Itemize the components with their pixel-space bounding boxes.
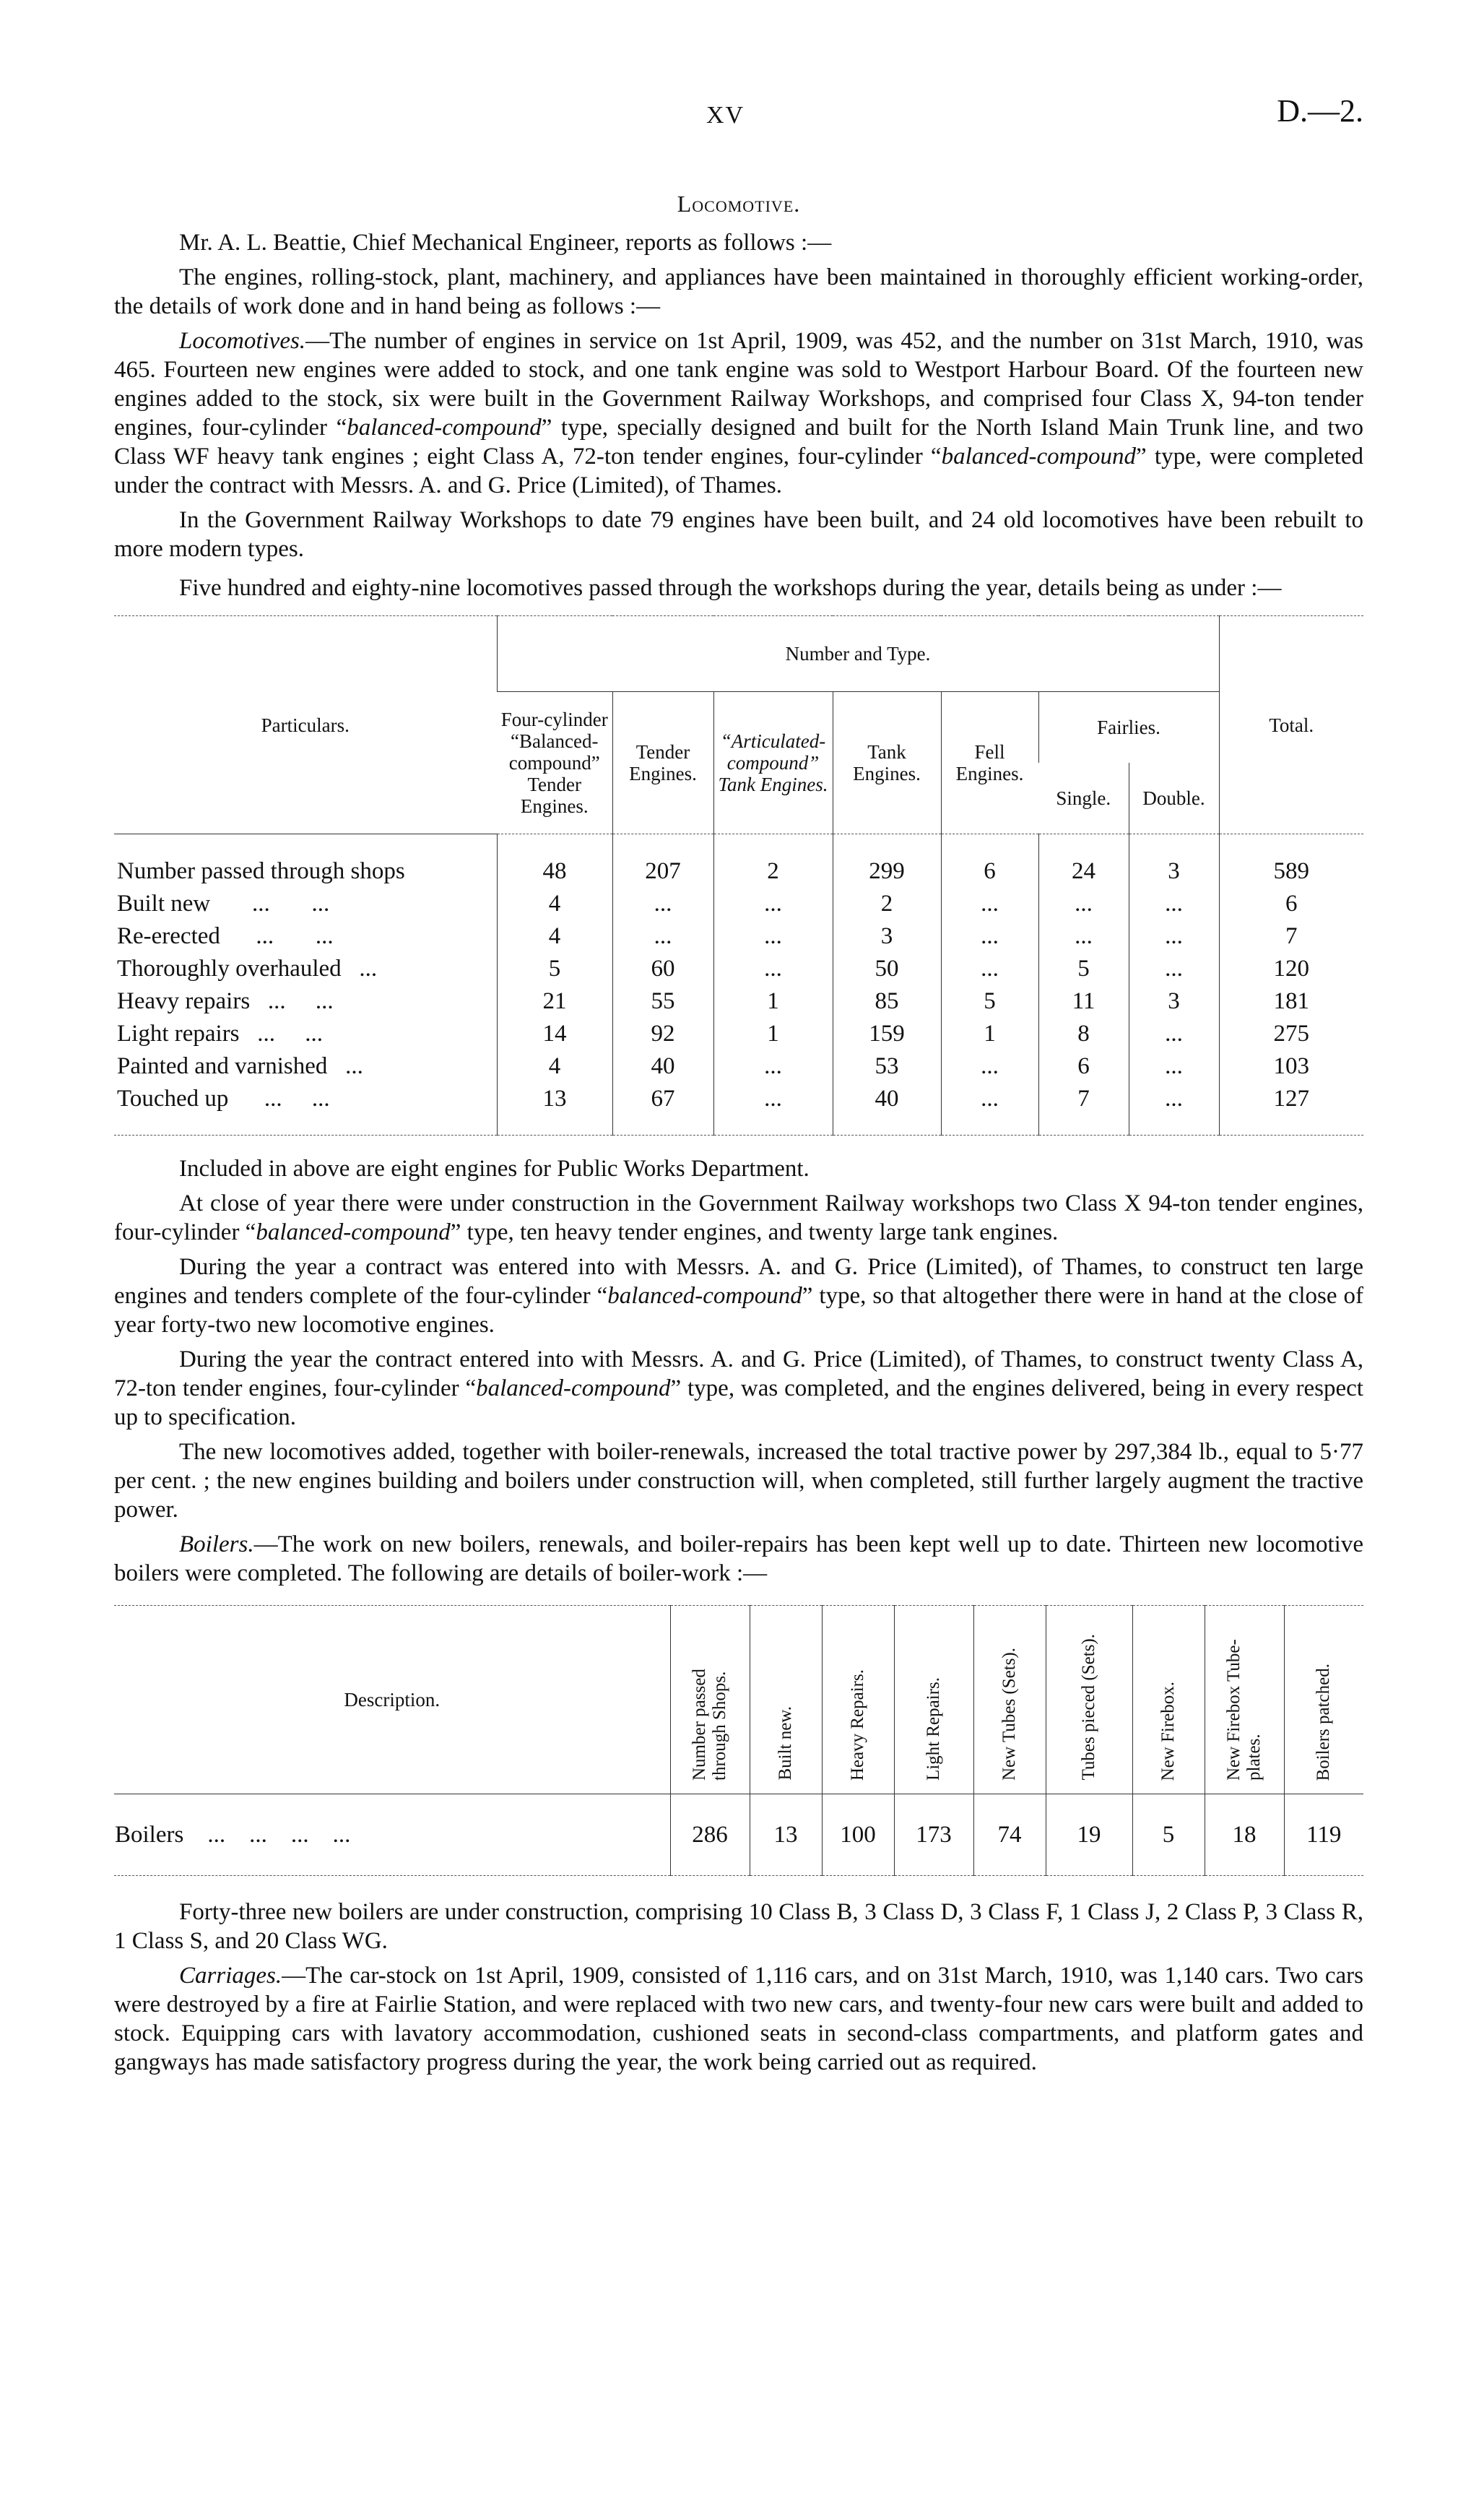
table-cell: 127: [1219, 1082, 1363, 1136]
boiler-value: 19: [1046, 1794, 1132, 1876]
col-fairlies: Fairlies.: [1038, 692, 1219, 764]
table-cell: 55: [612, 985, 713, 1017]
table-cell: ...: [1129, 1082, 1219, 1136]
row-label: Thoroughly overhauled ...: [117, 955, 378, 982]
table-row: [114, 1050, 1363, 1082]
boiler-table: [114, 1605, 1363, 1876]
table-cell: ...: [941, 1050, 1038, 1082]
boiler-row-label: Boilers ... ... ... ...: [114, 1794, 670, 1876]
table-cell: ...: [1129, 1050, 1219, 1082]
boiler-value: 74: [973, 1794, 1046, 1876]
table-cell: ...: [1038, 887, 1129, 920]
boiler-col-header-text: New Firebox.: [1158, 1681, 1178, 1781]
table-cell: ...: [1129, 952, 1219, 985]
table-cell: 7: [1038, 1082, 1129, 1136]
boiler-col-header-text: Heavy Repairs.: [848, 1669, 867, 1781]
table-cell: 299: [833, 834, 941, 888]
carriages-paragraph: Carriages.—The car-stock on 1st April, 1909, consisted of 1,116 cars, and on 31st March, 1910, was 1,140 cars. Two cars were destroyed by a fire at Fairlie Station, and were replaced with two new cars, and twenty-four new cars were built and added to stock. Equipping cars with lavatory accommodation, cushioned seats in second-class compartments, and platform gates and gangways has made satisfactory progress during the year, the work being carried out as required.: [114, 1963, 1363, 2075]
boiler-col-header-text: Light Repairs.: [924, 1677, 943, 1781]
boiler-value: 5: [1132, 1794, 1205, 1876]
table-cell: 11: [1038, 985, 1129, 1017]
table-cell: 67: [612, 1082, 713, 1136]
table-cell: 5: [1038, 952, 1129, 985]
table-cell: 53: [833, 1050, 941, 1082]
table-cell: ...: [612, 920, 713, 952]
table-cell: ...: [941, 1082, 1038, 1136]
table-cell: 24: [1038, 834, 1129, 888]
boiler-value: 119: [1284, 1794, 1363, 1876]
maintenance-paragraph: The engines, rolling-stock, plant, machinery, and appliances have been maintained in thoroughly efficient working-order, the details of work done and in hand being as follows :—: [114, 264, 1363, 319]
table-cell: ...: [713, 1082, 833, 1136]
col-single: Single.: [1038, 763, 1129, 834]
table-cell: 48: [497, 834, 612, 888]
locomotives-paragraph: Locomotives.—The number of engines in service on 1st April, 1909, was 452, and the number on 31st March, 1910, was 465. Fourteen new engines were added to stock, and one tank engine was sold to Westport Harbour Board. Of the fourteen new engines added to the stock, six were built in the Government Railway Workshops, and comprised four Class X, 94-ton tender engines, four-cylinder “balanced-compound” type, specially designed and built for the North Island Main Trunk line, and two Class WF heavy tank engines ; eight Class A, 72-ton tender engines, four-cylinder “balanced-compound” type, were completed under the contract with Messrs. A. and G. Price (Limited), of Thames.: [114, 328, 1363, 498]
table-cell: 5: [941, 985, 1038, 1017]
table-cell: 60: [612, 952, 713, 985]
col-fell: Fell Engines.: [941, 692, 1038, 834]
table-cell: 1: [941, 1017, 1038, 1050]
table-cell: 5: [497, 952, 612, 985]
boiler-col-header: [1046, 1606, 1132, 1794]
row-label: Touched up ... ...: [114, 1082, 497, 1136]
col-four-cylinder: Four-cylinder “Balanced-compound” Tender Engines.: [497, 692, 612, 834]
table-cell: 2: [833, 887, 941, 920]
table-cell: 8: [1038, 1017, 1129, 1050]
boilers-label: Boilers.: [179, 1531, 254, 1557]
col-tender: Tender Engines.: [612, 692, 713, 834]
boiler-col-header: [894, 1606, 973, 1794]
boiler-value: 286: [670, 1794, 750, 1876]
table-cell: ...: [713, 887, 833, 920]
table-cell: 4: [497, 1050, 612, 1082]
boiler-col-header: [750, 1606, 822, 1794]
page-number: XV: [706, 102, 745, 129]
table-cell: 103: [1219, 1050, 1363, 1082]
table-cell: 275: [1219, 1017, 1363, 1050]
boiler-col-header: [670, 1606, 750, 1794]
locomotive-table: [114, 615, 1363, 1136]
boiler-col-description: Description.: [114, 1606, 670, 1794]
boiler-col-header: [1284, 1606, 1363, 1794]
table-cell: 4: [497, 887, 612, 920]
table-row: [114, 887, 1363, 920]
boiler-col-header-text: Number passed through Shops.: [690, 1669, 729, 1781]
under-construction-paragraph: At close of year there were under construction in the Government Railway workshops two Class X 94-ton tender engines, four-cylinder “balanced-compound” type, ten heavy tender engines, and twenty large tank engines.: [114, 1190, 1363, 1245]
table-cell: ...: [713, 1050, 833, 1082]
col-particulars: Particulars.: [114, 616, 497, 834]
table-row: [114, 952, 1363, 985]
table-cell: 14: [497, 1017, 612, 1050]
table-cell: 159: [833, 1017, 941, 1050]
group-number-and-type: Number and Type.: [497, 616, 1219, 692]
boiler-col-header-text: Boilers patched.: [1314, 1663, 1334, 1781]
table-row: [114, 1017, 1363, 1050]
boiler-col-header-text: New Tubes (Sets).: [999, 1647, 1019, 1781]
table-cell: 1: [713, 985, 833, 1017]
table-cell: 6: [1038, 1050, 1129, 1082]
carriages-label: Carriages.: [179, 1963, 282, 1989]
table-cell: 589: [1219, 834, 1363, 888]
contract-paragraph: During the year a contract was entered into with Messrs. A. and G. Price (Limited), of Thames, to construct ten large engines and tenders complete of the four-cylinder “balanced-compound” type, so that altogether there were in hand at the close of year forty-two new locomotive engines.: [114, 1254, 1363, 1338]
table-cell: ...: [612, 887, 713, 920]
document-page: [114, 93, 1363, 2083]
tractive-power-paragraph: The new locomotives added, together with boiler-renewals, increased the total tractive power by 297,384 lb., equal to 5·77 per cent. ; the new engines building and boilers under construction will, when completed, still further largely augment the tractive power.: [114, 1439, 1363, 1523]
col-articulated: “Articulated-compound” Tank Engines.: [713, 692, 833, 834]
table-cell: 3: [1129, 985, 1219, 1017]
boilers-paragraph: Boilers.—The work on new boilers, renewals, and boiler-repairs has been kept well up to date. Thirteen new locomotive boilers were completed. The following are details of boiler-work :—: [114, 1531, 1363, 1586]
boiler-value: 100: [822, 1794, 894, 1876]
table-cell: 92: [612, 1017, 713, 1050]
row-label: Light repairs ... ...: [117, 1020, 324, 1047]
table-cell: 13: [497, 1082, 612, 1136]
boiler-col-header: [1132, 1606, 1205, 1794]
pwd-paragraph: Included in above are eight engines for Public Works Department.: [179, 1156, 810, 1182]
boiler-value: 13: [750, 1794, 822, 1876]
locomotives-label: Locomotives.: [179, 328, 306, 354]
table-cell: 50: [833, 952, 941, 985]
table-cell: 85: [833, 985, 941, 1017]
col-tank: Tank Engines.: [833, 692, 941, 834]
table-cell: 7: [1219, 920, 1363, 952]
row-label: Painted and varnished ...: [117, 1052, 363, 1079]
table-cell: 181: [1219, 985, 1363, 1017]
table-row: [114, 1082, 1363, 1136]
section-title: Locomotive.: [677, 191, 801, 217]
table-cell: 120: [1219, 952, 1363, 985]
boiler-col-header: [822, 1606, 894, 1794]
row-label: Built new ... ...: [117, 890, 330, 917]
table-cell: 40: [612, 1050, 713, 1082]
table-cell: ...: [941, 952, 1038, 985]
table-cell: 207: [612, 834, 713, 888]
row-label: Re-erected ... ...: [117, 922, 334, 949]
boiler-col-header-text: Tubes pieced (Sets).: [1079, 1634, 1098, 1781]
table-cell: 2: [713, 834, 833, 888]
table-cell: 21: [497, 985, 612, 1017]
boiler-col-header: [1205, 1606, 1284, 1794]
table-cell: ...: [1129, 920, 1219, 952]
table-cell: ...: [713, 920, 833, 952]
twenty-engines-paragraph: During the year the contract entered into with Messrs. A. and G. Price (Limited), of Thames, to construct twenty Class A, 72-ton tender engines, four-cylinder “balanced-compound” type, was completed, and the engines delivered, being in every respect up to specification.: [114, 1346, 1363, 1430]
table-cell: ...: [1129, 887, 1219, 920]
intro-paragraph: Mr. A. L. Beattie, Chief Mechanical Engineer, reports as follows :—: [179, 230, 832, 256]
table-cell: ...: [1038, 920, 1129, 952]
table-cell: ...: [941, 887, 1038, 920]
page-header: [114, 93, 1363, 144]
table-row: [114, 834, 1363, 888]
table-cell: 4: [497, 920, 612, 952]
col-total: Total.: [1219, 616, 1363, 834]
table-cell: ...: [713, 952, 833, 985]
row-label: Number passed through shops: [117, 857, 405, 884]
boilers-under-construction-paragraph: Forty-three new boilers are under construction, comprising 10 Class B, 3 Class D, 3 Class F, 1 Class J, 2 Class P, 3 Class R, 1 Class S, and 20 Class WG.: [114, 1899, 1363, 1954]
locomotives-passed-paragraph: Five hundred and eighty-nine locomotives passed through the workshops during the year, details being as under :—: [179, 575, 1282, 601]
workshops-built-paragraph: In the Government Railway Workshops to date 79 engines have been built, and 24 old locomotives have been rebuilt to more modern types.: [114, 507, 1363, 562]
table-cell: 1: [713, 1017, 833, 1050]
boiler-col-header-text: New Firebox Tube-plates.: [1224, 1639, 1264, 1781]
table-cell: 40: [833, 1082, 941, 1136]
col-double: Double.: [1129, 763, 1219, 834]
boiler-value: 18: [1205, 1794, 1284, 1876]
boiler-value: 173: [894, 1794, 973, 1876]
table-row: [114, 920, 1363, 952]
document-reference: D.—2.: [1277, 93, 1363, 129]
table-cell: ...: [1129, 1017, 1219, 1050]
boiler-col-header-text: Built new.: [776, 1706, 795, 1781]
table-cell: 6: [1219, 887, 1363, 920]
row-label: Heavy repairs ... ...: [117, 987, 334, 1014]
table-row: [114, 985, 1363, 1017]
table-cell: 3: [1129, 834, 1219, 888]
table-cell: 6: [941, 834, 1038, 888]
boiler-col-header: [973, 1606, 1046, 1794]
table-cell: ...: [941, 920, 1038, 952]
table-cell: 3: [833, 920, 941, 952]
